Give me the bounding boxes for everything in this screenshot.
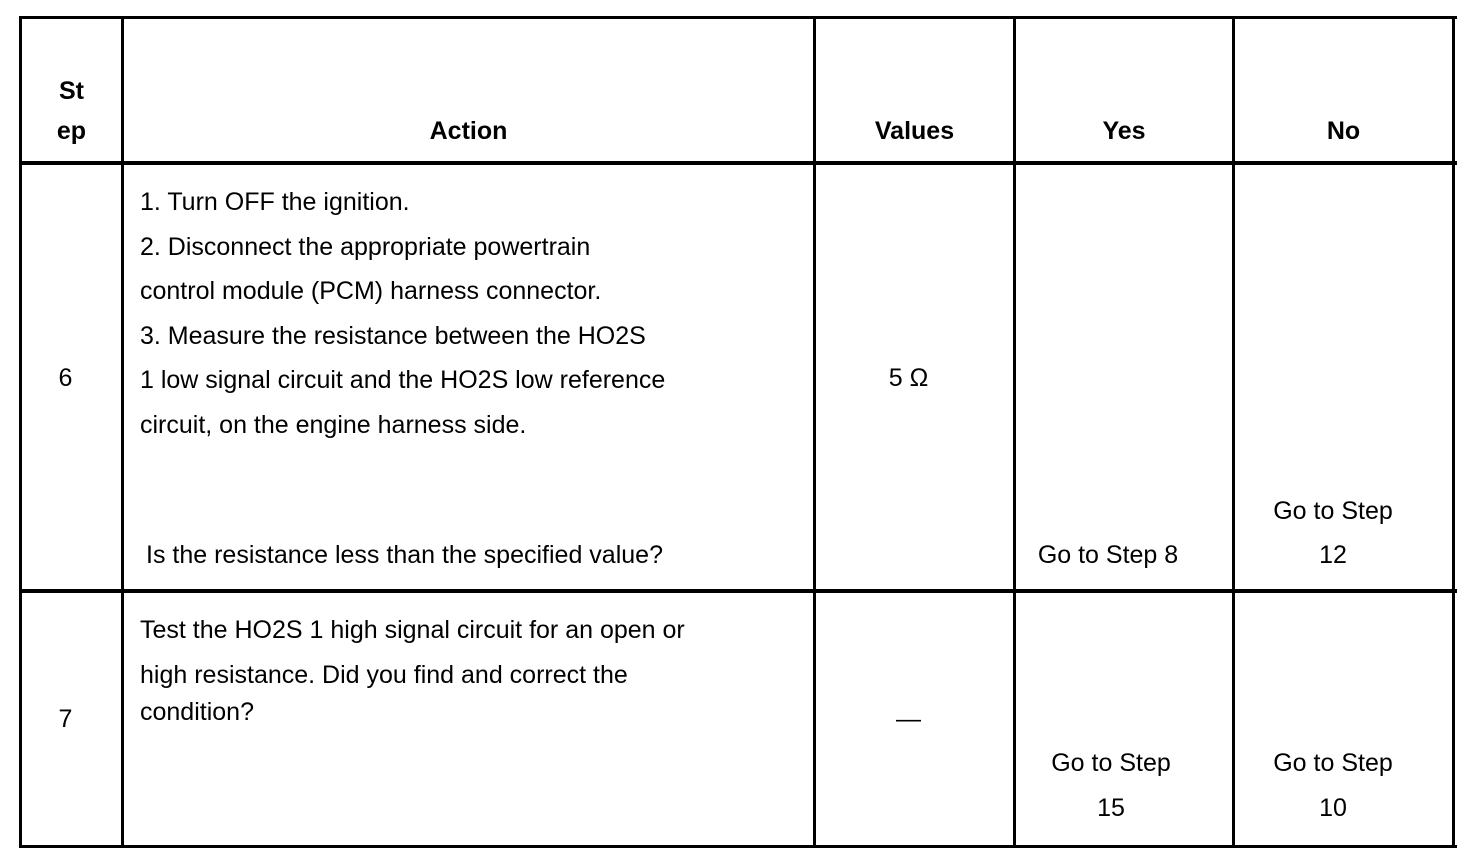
action-line: 3. Measure the resistance between the HO2S (140, 322, 646, 350)
step-number: 6 (58, 364, 73, 392)
yes-cell-line1: Go to Step (1051, 749, 1171, 777)
header-step-line2: ep (56, 117, 87, 145)
action-line: Test the HO2S 1 high signal circuit for an open or (140, 616, 685, 644)
table-border-bottom (19, 845, 1457, 848)
header-divider (19, 161, 1457, 165)
action-line: control module (PCM) harness connector. (140, 277, 602, 305)
action-line: high resistance. Did you find and correct the (140, 661, 628, 689)
no-cell-line2: 10 (1319, 794, 1347, 822)
no-cell-line1: Go to Step (1273, 497, 1393, 525)
value-cell: 5 Ω (888, 364, 929, 392)
value-cell: — (896, 705, 921, 733)
action-line: 1 low signal circuit and the HO2S low reference (140, 366, 666, 394)
table-border-right (1452, 16, 1455, 848)
row-divider (19, 589, 1457, 593)
header-step-line1: St (59, 77, 84, 105)
action-line: 1. Turn OFF the ignition. (140, 188, 410, 216)
yes-cell: Go to Step 8 (1037, 541, 1179, 569)
header-yes: Yes (1102, 117, 1146, 145)
diagnostic-table (19, 16, 1457, 848)
header-no: No (1326, 117, 1361, 145)
action-question: Is the resistance less than the specified value? (146, 541, 663, 569)
table-border-top (19, 16, 1457, 19)
yes-cell-line2: 15 (1097, 794, 1125, 822)
step-number: 7 (58, 705, 73, 733)
action-line: condition? (140, 698, 254, 726)
action-line: circuit, on the engine harness side. (140, 411, 527, 439)
action-line: 2. Disconnect the appropriate powertrain (140, 233, 591, 261)
no-cell-line2: 12 (1319, 541, 1347, 569)
no-cell-line1: Go to Step (1273, 749, 1393, 777)
header-values: Values (874, 117, 955, 145)
header-action: Action (429, 117, 508, 145)
header-step (22, 71, 121, 151)
